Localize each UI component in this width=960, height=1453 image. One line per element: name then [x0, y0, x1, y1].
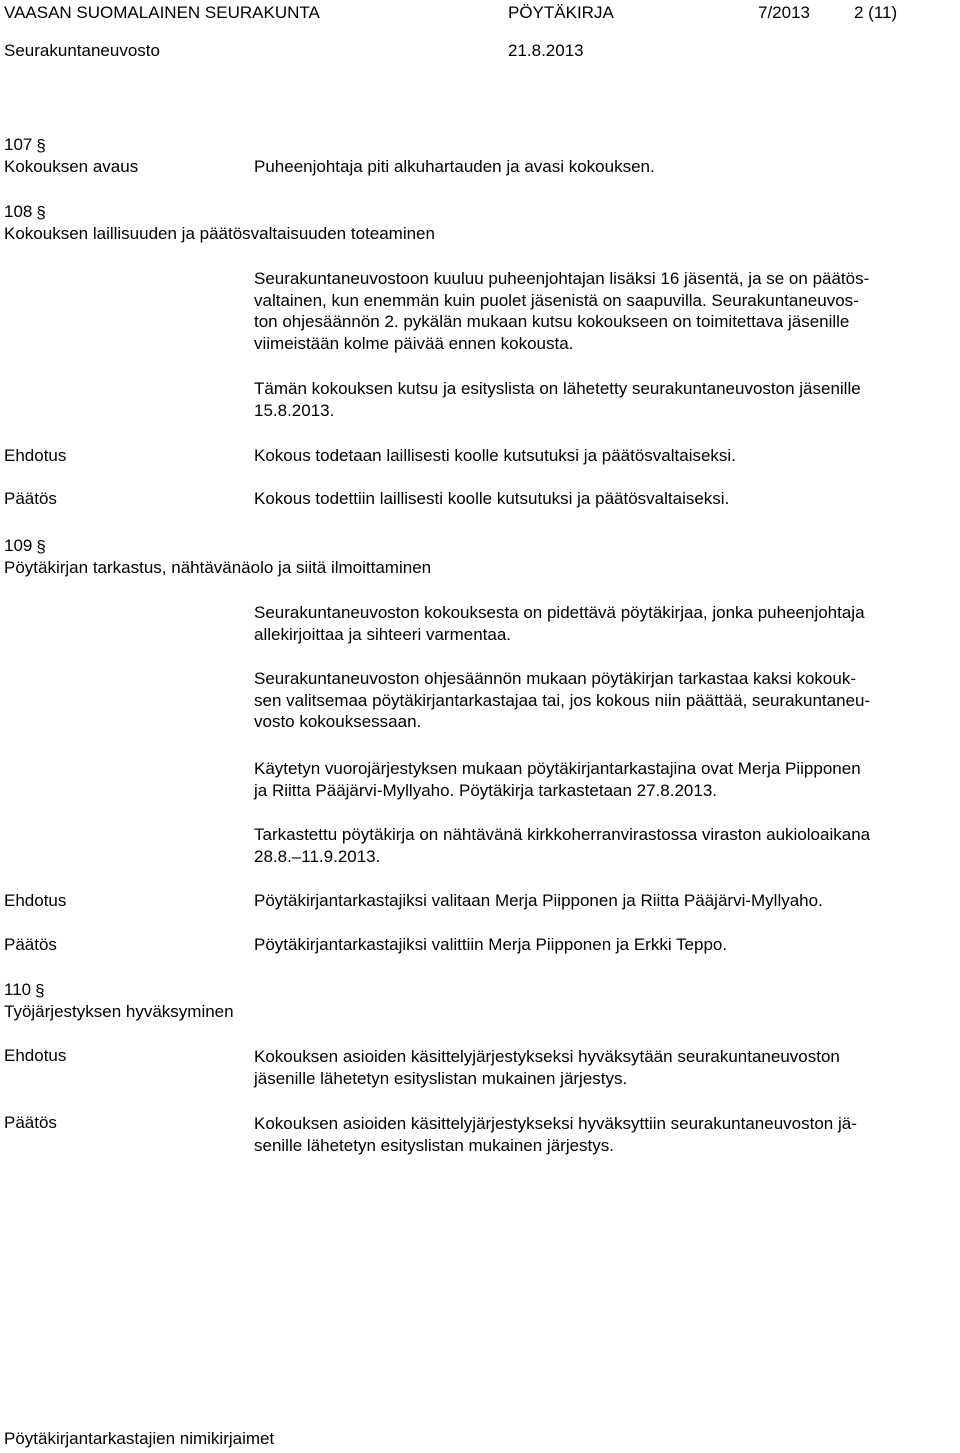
decision-text-110: Kokouksen asioiden käsittelyjärjestykseksi hyväksyttiin seurakuntaneuvoston jä- senille lähetetyn esityslistan mukainen järjestys. — [254, 1114, 857, 1155]
section-109-paragraph-3: Käytetyn vuorojärjestyksen mukaan pöytäkirjantarkastajina ovat Merja Piipponen ja Riitta Pääjärvi-Myllyaho. Pöytäkirja tarkastetaan 27.8.2013. — [254, 759, 861, 800]
section-sign: § — [36, 203, 46, 222]
section-title-109: Pöytäkirjan tarkastus, nähtävänäolo ja siitä ilmoittaminen — [4, 558, 432, 577]
section-title-107: Kokouksen avaus — [4, 157, 139, 176]
page-number: 2 (11) — [854, 3, 898, 22]
section-109-paragraph-2: Seurakuntaneuvoston ohjesäännön mukaan pöytäkirjan tarkastaa kaksi kokouk- sen valitsemaa pöytäkirjantarkastajaa tai, jos kokous niin päättää, seurakuntaneu- vosto kokouksessaan. — [254, 669, 871, 731]
decision-text-108: Kokous todettiin laillisesti koolle kutsutuksi ja päätösvaltaiseksi. — [254, 489, 730, 508]
proposal-text-108: Kokous todetaan laillisesti koolle kutsutuksi ja päätösvaltaiseksi. — [254, 446, 736, 465]
section-108-paragraph-1: Seurakuntaneuvostoon kuuluu puheenjohtajan lisäksi 16 jäsentä, ja se on päätös- valtainen, kun enemmän kuin puolet jäsenistä on saapuvilla. Seurakuntaneuvos- ton ohjesäännön 2. pykälän mukaan kutsu kokoukseen on toimitettava jäsenille viimeistään kolme päivää ennen kokousta. — [254, 269, 870, 353]
section-number-108: 108 § — [4, 202, 46, 222]
section-number-110: 110 § — [4, 980, 45, 1000]
proposal-label-109: Ehdotus — [4, 891, 67, 910]
meeting-body: Seurakuntaneuvosto — [4, 41, 160, 60]
initials-label: Pöytäkirjantarkastajien nimikirjaimet — [4, 1429, 275, 1448]
section-title-110: Työjärjestyksen hyväksyminen — [4, 1002, 234, 1021]
section-title-108: Kokouksen laillisuuden ja päätösvaltaisuuden toteaminen — [4, 224, 435, 243]
decision-text-109: Pöytäkirjantarkastajiksi valittiin Merja Piipponen ja Erkki Teppo. — [254, 935, 728, 954]
section-text-107: Puheenjohtaja piti alkuhartauden ja avasi kokouksen. — [254, 157, 655, 176]
section-109-paragraph-1: Seurakuntaneuvoston kokouksesta on pidettävä pöytäkirjaa, jonka puheenjohtaja allekirjoittaa ja sihteeri varmentaa. — [254, 603, 865, 644]
document-number: 7/2013 — [758, 3, 810, 22]
decision-label-108: Päätös — [4, 489, 57, 508]
decision-label-110: Päätös — [4, 1113, 57, 1132]
section-109-paragraph-4: Tarkastettu pöytäkirja on nähtävänä kirkkoherranvirastossa viraston aukioloaikana 28.8.–11.9.2013. — [254, 825, 871, 866]
section-number-107: 107 § — [4, 135, 46, 155]
proposal-text-110: Kokouksen asioiden käsittelyjärjestykseksi hyväksytään seurakuntaneuvoston jäsenille lähetetyn esityslistan mukainen järjestys. — [254, 1047, 840, 1088]
decision-label-109: Päätös — [4, 935, 57, 954]
section-108-paragraph-2: Tämän kokouksen kutsu ja esityslista on lähetetty seurakuntaneuvoston jäsenille 15.8.2013. — [254, 379, 861, 420]
document-type: PÖYTÄKIRJA — [508, 3, 614, 22]
proposal-text-109: Pöytäkirjantarkastajiksi valitaan Merja Piipponen ja Riitta Pääjärvi-Myllyaho. — [254, 891, 823, 910]
section-sign: § — [36, 136, 46, 155]
organization-name: VAASAN SUOMALAINEN SEURAKUNTA — [4, 3, 320, 22]
meeting-date: 21.8.2013 — [508, 41, 584, 60]
proposal-label-108: Ehdotus — [4, 446, 67, 465]
proposal-label-110: Ehdotus — [4, 1046, 67, 1065]
section-sign: § — [35, 981, 45, 1000]
section-number-109: 109 § — [4, 536, 46, 556]
section-sign: § — [36, 537, 46, 556]
